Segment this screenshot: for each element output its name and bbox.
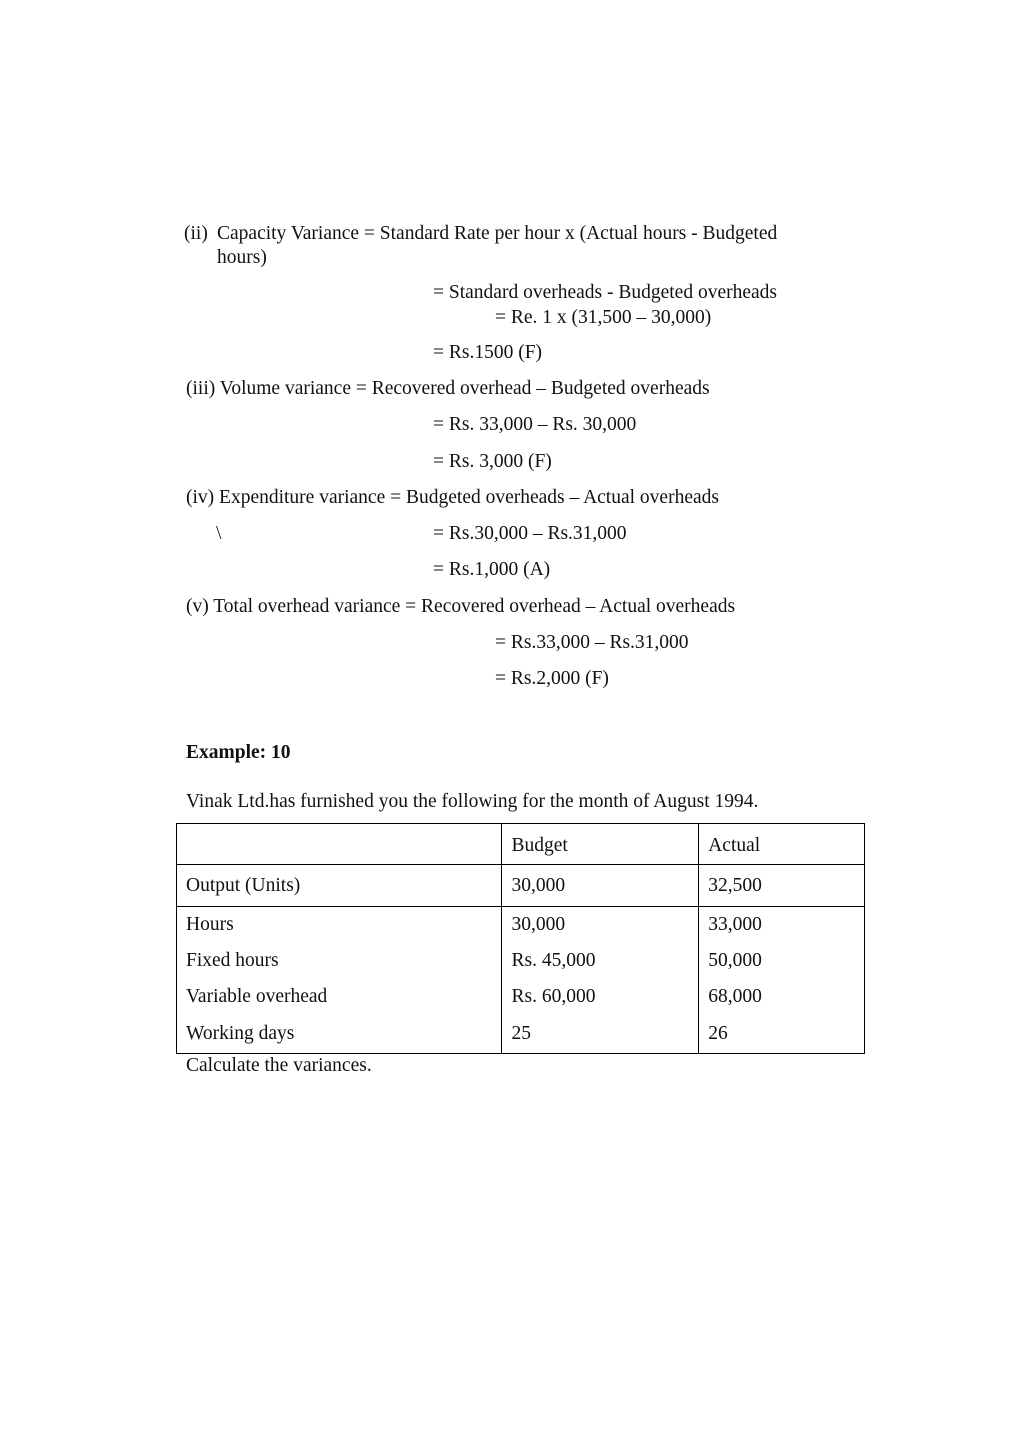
capacity-formula-line1: Capacity Variance = Standard Rate per hour x (Actual hours - Budgeted — [217, 223, 778, 244]
table-header-cell — [177, 824, 502, 865]
table-cell: Output (Units) — [177, 865, 502, 907]
table-header-row — [177, 824, 865, 865]
expenditure-result: = Rs.1,000 (A) — [433, 559, 551, 580]
table-cell: 32,500 — [699, 865, 865, 907]
example-heading: Example: 10 — [186, 742, 291, 763]
table-row — [177, 1015, 865, 1054]
capacity-formula-line2: hours) — [217, 247, 267, 268]
capacity-result: = Rs.1500 (F) — [433, 342, 543, 363]
table-cell: Variable overhead — [177, 979, 502, 1015]
table-row — [177, 979, 865, 1015]
table-cell: 25 — [502, 1015, 699, 1054]
table-cell: 68,000 — [699, 979, 865, 1015]
capacity-label: (ii) — [184, 223, 208, 244]
table-cell: Rs. 60,000 — [502, 979, 699, 1015]
total-formula: (v) Total overhead variance = Recovered overhead – Actual overheads — [186, 596, 736, 617]
table-cell: 30,000 — [502, 907, 699, 944]
table-cell: 30,000 — [502, 865, 699, 907]
volume-formula: (iii) Volume variance = Recovered overhead – Budgeted overheads — [186, 378, 710, 399]
expenditure-mark: \ — [216, 523, 222, 544]
expenditure-formula: (iv) Expenditure variance = Budgeted overheads – Actual overheads — [186, 487, 719, 508]
table-cell: 26 — [699, 1015, 865, 1054]
table-row — [177, 907, 865, 944]
volume-result: = Rs. 3,000 (F) — [433, 451, 552, 472]
table-header-cell: Actual — [699, 824, 865, 865]
table-header-cell: Budget — [502, 824, 699, 865]
example-intro: Vinak Ltd.has furnished you the following for the month of August 1994. — [186, 791, 759, 812]
table-cell: Hours — [177, 907, 502, 944]
table-cell: Fixed hours — [177, 943, 502, 979]
table-row — [177, 865, 865, 907]
table-cell: Working days — [177, 1015, 502, 1054]
volume-step1: = Rs. 33,000 – Rs. 30,000 — [433, 414, 637, 435]
total-step1: = Rs.33,000 – Rs.31,000 — [495, 632, 689, 653]
expenditure-step1: = Rs.30,000 – Rs.31,000 — [433, 523, 627, 544]
total-result: = Rs.2,000 (F) — [495, 668, 609, 689]
table-row — [177, 943, 865, 979]
example-instruction: Calculate the variances. — [186, 1055, 372, 1076]
table-cell: Rs. 45,000 — [502, 943, 699, 979]
capacity-step2: = Re. 1 x (31,500 – 30,000) — [495, 307, 712, 328]
table-cell: 33,000 — [699, 907, 865, 944]
table-cell: 50,000 — [699, 943, 865, 979]
capacity-step1: = Standard overheads - Budgeted overheads — [433, 282, 778, 303]
budget-actual-table — [176, 823, 865, 1054]
